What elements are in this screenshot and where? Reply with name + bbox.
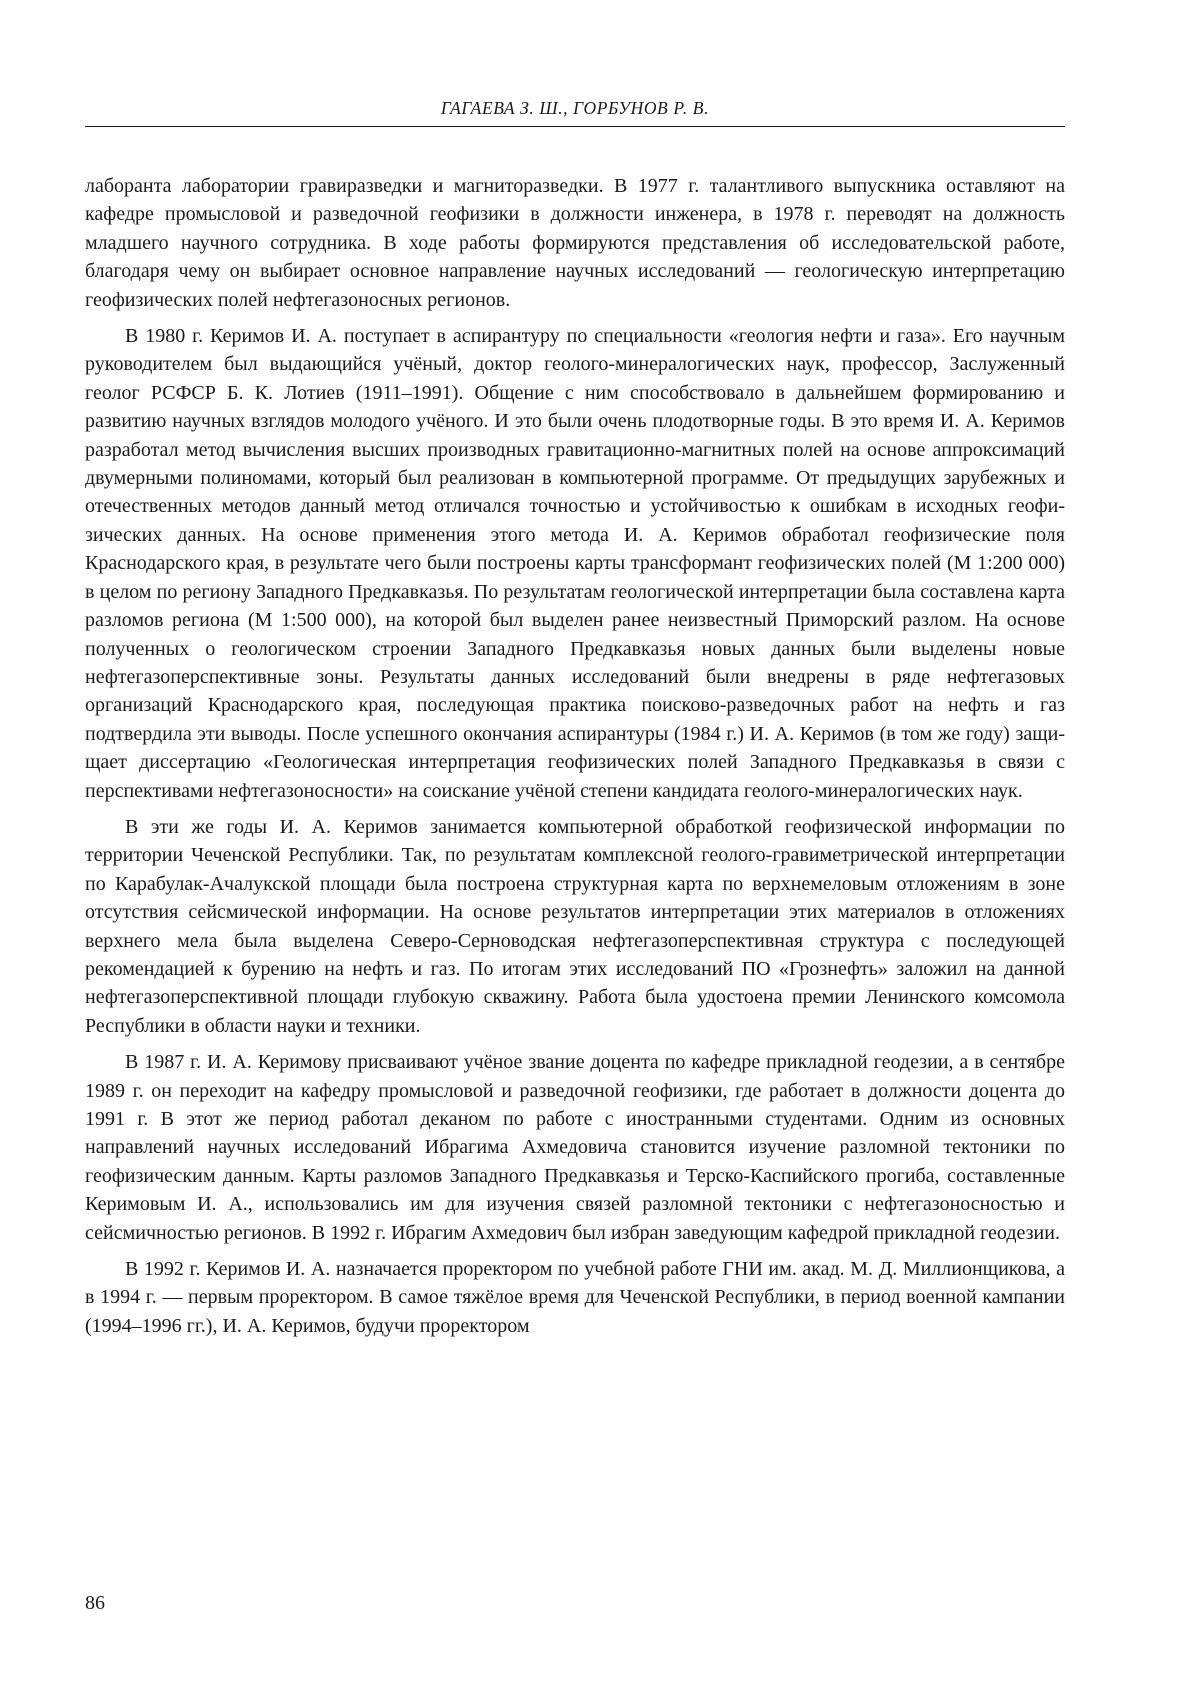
running-head: ГАГАЕВА З. Ш., ГОРБУНОВ Р. В. xyxy=(440,98,710,118)
paragraph-1: лаборанта лаборатории гравиразведки и магниторазведки. В 1977 г. талантливого выпускника оставляют на кафедре промысловой и разведочной геофизики в должности инженера, в 1978 г. переводят на должность младшего научного сотрудника. В ходе работы формируются представления об исследовательской работе, благодаря чему он выбирает основное направление научных исследований — геологическую интерпретацию геофизических полей нефтегазоносных регионов. xyxy=(85,175,1065,311)
paragraph-2: В 1980 г. Керимов И. А. поступает в аспирантуру по специальности «геология нефти и газа». Его научным руководителем был выдающийся учёный, доктор геолого-минералогических наук, профессор, Заслуженный геолог РСФСР Б. К. Лотиев (1911–1991). Общение с ним способствовало в дальнейшем формированию и развитию научных взглядов молодого учёного. И это были очень плодотворные годы. В это время И. А. Керимов разработал метод вычисления высших производных гравитационно-магнитных полей на основе аппроксимаций двумерными полиномами, который был реализован в компьютерной программе. От предыдущих зарубежных и отечественных методов данный метод отличался точностью и устойчивостью к ошибкам в исходных геофизических данных. На основе применения этого метода И. А. Керимов обработал геофизические поля Краснодарского края, в результате чего были построены карты трансформант геофизических полей (М 1:200 000) в целом по региону Западного Предкавказья. По результатам геологической интерпретации была составлена карта разломов региона (М 1:500 000), на которой был выделен ранее неизвестный Приморский разлом. На основе полученных о геологическом строении Западного Предкавказья новых данных были выделены новые нефтегазоперспективные зоны. Результаты данных исследований были внедрены в ряде нефтегазовых организаций Краснодарского края, последующая практика поисково-разведочных работ на нефть и газ подтвердила эти выводы. После успешного окончания аспирантуры (1984 г.) И. А. Керимов (в том же году) защищает диссертацию «Геологическая интерпретация геофизических полей Западного Предкавказья в связи с перспективами нефтегазоносности» на соискание учёной степени кандидата геолого-минералогических наук. xyxy=(85,325,1065,802)
header-rule xyxy=(85,126,1065,127)
paragraph-5: В 1992 г. Керимов И. А. назначается проректором по учебной работе ГНИ им. акад. М. Д. Миллионщикова, а в 1994 г. — первым проректором. В самое тяжёлое время для Чеченской Республики, в период военной кампании (1994–1996 гг.), И. А. Керимов, будучи проректором xyxy=(85,1258,1065,1337)
paragraph-4: В 1987 г. И. А. Керимову присваивают учёное звание доцента по кафедре прикладной геодезии, а в сентябре 1989 г. он переходит на кафедру промысловой и разведочной геофизики, где работает в должности доцента до 1991 г. В этот же период работал деканом по работе с иностранными студентами. Одним из основных направлений научных исследований Ибрагима Ахмедовича становится изучение разломной тектоники по геофизическим данным. Карты разломов Западного Предкавказья и Терско-Каспийского прогиба, составленные Керимовым И. А., использовались им для изучения связей разломной тектоники с нефтегазоносностью и сейсмичностью регионов. В 1992 г. Ибрагим Ахмедович был избран заведующим кафедрой прикладной геодезии. xyxy=(85,1051,1065,1244)
page-number: 86 xyxy=(85,1592,105,1614)
paragraph-3: В эти же годы И. А. Керимов занимается компьютерной обработкой геофизической информации по территории Чеченской Республики. Так, по результатам комплексной геолого-гравиметрической интерпретации по Карабулак-Ачалукской площади была построена структурная карта по верхнемеловым отложениям в зоне отсутствия сейсмической информации. На основе результатов интерпретации этих материалов в отложениях верхнего мела была выделена Северо-Серноводская нефтегазоперспективная структура с последующей рекомендацией к бурению на нефть и газ. По итогам этих исследований ПО «Грознефть» заложил на данной нефтегазоперспективной площади глубокую скважину. Работа была удостоена премии Ленинского комсомола Республики в области науки и техники. xyxy=(85,815,1065,1037)
article-body xyxy=(85,172,1065,1348)
